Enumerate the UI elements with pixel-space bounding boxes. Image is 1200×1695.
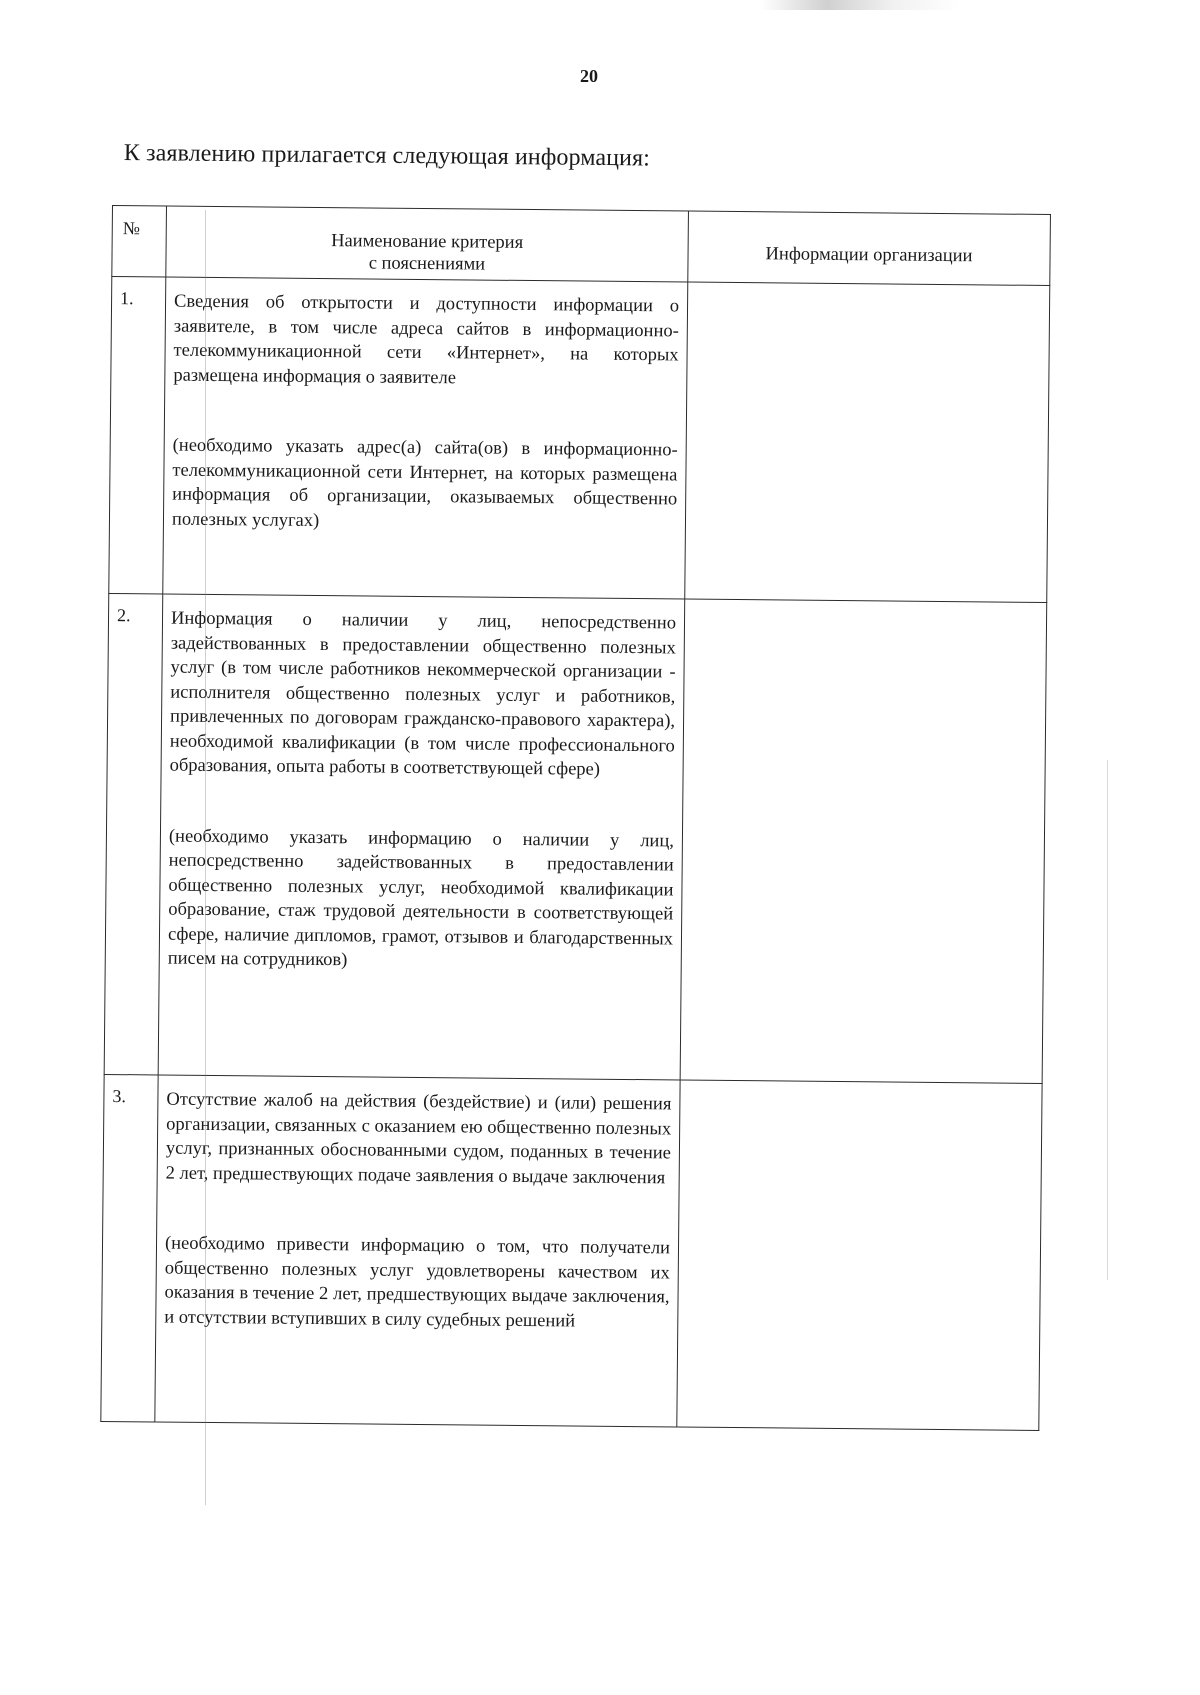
row-number: 1.: [109, 277, 166, 595]
page-number: 20: [580, 66, 598, 86]
row-criterion: [155, 1075, 680, 1427]
intro-text: К заявлению прилагается следующая информация:: [123, 140, 651, 172]
table-row: [101, 1074, 1042, 1430]
header-info: Информации организации: [688, 211, 1051, 285]
row-info-cell: [680, 599, 1047, 1083]
header-criterion: [166, 206, 689, 282]
row-info-cell: [685, 282, 1050, 602]
header-criterion-line1: Наименование критерия: [331, 231, 524, 253]
row-number: 2.: [104, 593, 163, 1074]
row-number: 3.: [101, 1074, 158, 1422]
row-criterion: [158, 594, 685, 1080]
criteria-table: [100, 205, 1051, 1431]
header-number: №: [112, 206, 167, 278]
criterion-text: Сведения об открытости и доступности информации о заявителе, в том числе адреса сайтов в информационно-телекоммуникационной сети «Интернет», на которых размещена информация о заявителе: [173, 291, 680, 388]
criterion-note: (необходимо указать информацию о наличии у лиц, непосредственно задействованных в предоставлении общественно полезных услуг, необходимой квалификации образование, стаж трудовой деятельности в соответствующей сфере, наличие дипломов, грамот, отзывов и благодарственных писем на сотрудников): [167, 826, 675, 971]
scan-smudge: [760, 0, 960, 10]
scan-artifact-line: [1107, 760, 1108, 1280]
table-row: [109, 277, 1050, 603]
table-row: [104, 593, 1047, 1083]
row-info-cell: [677, 1080, 1042, 1430]
row-criterion: [163, 277, 688, 599]
criterion-note: (необходимо указать адрес(а) сайта(ов) в информационно-телекоммуникационной сети Интернет, на которых размещена информация об организации, оказываемых общественно полезных услугах): [171, 435, 678, 531]
scan-artifact-line: [205, 210, 206, 1505]
criterion-text: Информация о наличии у лиц, непосредственно задействованных в предоставлении общественно полезных услуг (в том числе работников некоммерческой организации - исполнителя общественно полезных услуг и работников, привлеченных по договорам гражданско-правового характера), необходимой квалификации (в том числе профессионального образования, опыта работы в соответствующей сфере): [169, 608, 677, 780]
criterion-note: (необходимо привести информацию о том, что получатели общественно полезных услуг удовлетворены качеством их оказания в течение 2 лет, предшествующих выдаче заключения, и отсутствии вступивших в силу судебных решений: [164, 1233, 671, 1331]
criterion-text: Отсутствие жалоб на действия (бездействие) и (или) решения организации, связанных с оказанием ею общественно полезных услуг, признанных обоснованными судом, поданных в течение 2 лет, предшествующих подаче заявления о выдаче заключения: [165, 1089, 672, 1188]
table-header-row: [112, 206, 1051, 286]
header-criterion-line2: с пояснениями: [368, 253, 486, 275]
